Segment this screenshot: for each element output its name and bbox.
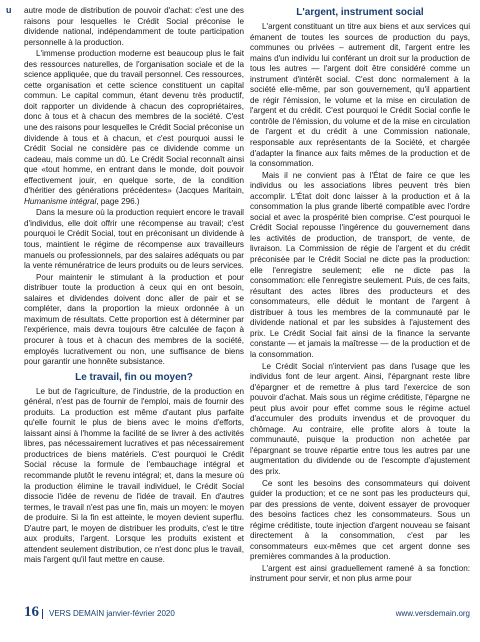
section-heading: L'argent, instrument social [296, 7, 424, 18]
paragraph: L'argent constituant un titre aux biens et aux services qui émanent de toutes les sources de production du pays, communes ou privées – autrement dit, l'argent entre les mains d'un individu lui conférant un droit sur la production de tous les autres — l'argent doit être considéré comme un instrument d'intérêt social. C'est donc normalement à la société elle-même, par son gouvernement, qu'il appartient de régir l'émission, le volume et la mise en circulation de l'argent et du crédit. C'est pourquoi le Crédit Social confie le contrôle de l'émission, du volume et de la mise en circulation de l'argent et du crédit à une Commission nationale, responsable aux représentants de la Société, et chargée d'adapter la finance aux faits mêmes de la production et de la consommation. [250, 22, 470, 169]
paragraph: Le but de l'agriculture, de l'industrie, de la production en général, n'est pas de fournir de l'emploi, mais de fournir des produits. La production est même d'autant plus parfaite qu'elle fournit le plus de biens avec le moins d'efforts, laissant ainsi à l'homme la facilité de se livrer à des activités libres, pas nécessairement lucratives et pas nécessairement productrices de biens matériels. C'est pourquoi le Crédit Social récuse la formule de l'embauchage intégral et recommande plutôt le revenu intégral; et, dans la mesure où la production élimine le travail individuel, le Crédit Social dissocie l'idée de revenu de l'idée de travail. En d'autres termes, le travail n'est pas une fin, mais un moyen: le moyen de produire. Si la fin est atteinte, le moyen devient superflu. D'autre part, le moyen de distribuer les produits, c'est le titre aux produits, l'argent. Lorsque les produits existent et attendent seulement distribution, ce n'est donc plus le travail, mais l'argent qu'il faut mettre en cause. [24, 386, 244, 565]
website-link[interactable]: www.versdemain.org [395, 609, 470, 618]
left-column [24, 6, 244, 566]
section-heading: Le travail, fin ou moyen? [75, 371, 193, 383]
paragraph: Ce sont les besoins des consommateurs qui doivent guider la production; et ce ne sont pas les producteurs qui, par des pressions de vente, doivent essayer de provoquer des besoins factices chez les consommateurs. Sous un régime créditiste, toute injection d'argent nouveau se faisant directement à la consommation, c'est par les consommateurs eux-mêmes que cet argent donne ses premières commandes à la production. [250, 478, 470, 562]
paragraph: L'immense production moderne est beaucoup plus le fait des ressources naturelles, de l'organisation sociale et de la science appliquée, que du travail personnel. Ces ressources, cette organisation et cette science constituent un capital commun. Le capital commun, étant devenu très productif, doit rapporter un dividende à chacun des copropriétaires, donc à tous et à chacun des membres de la société. C'est une des raisons pour lesquelles le Crédit Social préconise un dividende à tous et à chacun, et c'est pourquoi aussi le Crédit Social ne considère pas ce dividende comme un cadeau, mais comme un dû. Le Crédit Social reconnaît ainsi que «tout homme, en entrant dans le monde, doit pouvoir effectivement jouir, en quelque sorte, de la condition d'héritier des générations précédentes» (Jacques Maritain, Humanisme intégral, page 296.) [24, 49, 244, 206]
paragraph: Dans la mesure où la production requiert encore le travail d'individus, elle doit offrir une récompense au travail; c'est pourquoi le Crédit Social, tout en préconisant un dividende à tous, maintient le régime de récompense aux travailleurs manuels ou professionnels, par des salaires adéquats ou par la vente rémunératrice de leurs produits ou de leurs services. [24, 208, 244, 271]
paragraph: Pour maintenir le stimulant à la production et pour distribuer toute la production à ceux qui en ont besoin, salaires et dividendes doivent donc aller de pair et se compléter, dans la proportion la mieux ordonnée à un maximum de résultats. Cette proportion est à déterminer par l'expérience, mais devra toujours être calculée de façon à procurer à tous et à chacun des membres de la société, employés lucrativement ou non, une suffisance de biens pour garantir une honnête subsistance. [24, 272, 244, 367]
paragraph: autre mode de distribution de pouvoir d'achat: c'est une des raisons pour lesquelles le Crédit Social préconise le dividende national, indépendamment de toute participation personnelle à la production. [24, 6, 244, 47]
continuation-marker: u [6, 5, 12, 15]
right-column [250, 6, 470, 585]
page-footer [24, 604, 470, 621]
magazine-issue: VERS DEMAIN janvier-février 2020 [42, 609, 175, 619]
paragraph: Le Crédit Social n'intervient pas dans l'usage que les individus font de leur argent. Ainsi, l'épargnant reste libre d'épargner et de remettre à plus tard l'exercice de son pouvoir d'achat. Mais sous un régime créditiste, l'épargne ne peut plus avoir pour effet comme sous le régime actuel d'accumuler des produits invendus et de provoquer du chômage. Au contraire, elle profite alors à toute la communauté, puisque la production non achetée par l'épargnant se trouve répartie entre tous les autres par une augmentation du dividende ou de l'escompte d'ajustement des prix. [250, 361, 470, 476]
page-number: 16 [24, 604, 39, 620]
paragraph: L'argent est ainsi graduellement ramené à sa fonction: instrument pour servir, et non plus arme pour [250, 563, 470, 584]
paragraph: Mais il ne convient pas à l'État de faire ce que les individus ou les associations libres peuvent très bien accomplir. L'État doit donc laisser à la production et à la consommation la plus grande liberté compatible avec l'ordre social et avec la prospérité bien comprise. C'est pourquoi le Crédit Social repousse l'ingérence du gouvernement dans les activités de production, de transport, de vente, de livraison. La Commission de régie de l'argent et du crédit préconisée par le Crédit Social ne dicte pas la production: elle l'enregistre seulement; elle ne dicte pas la consommation: elle l'enregistre seulement. Puis, de ces faits, résultant des actes libres des producteurs et des consommateurs, elle déduit le montant de l'argent à distribuer à tous les membres de la communauté par le dividende national et par les subsides à l'ajustement des prix. Le Crédit Social fait ainsi de la finance la servante constante — et jamais la maîtresse — de la production et de la consommation. [250, 170, 470, 359]
